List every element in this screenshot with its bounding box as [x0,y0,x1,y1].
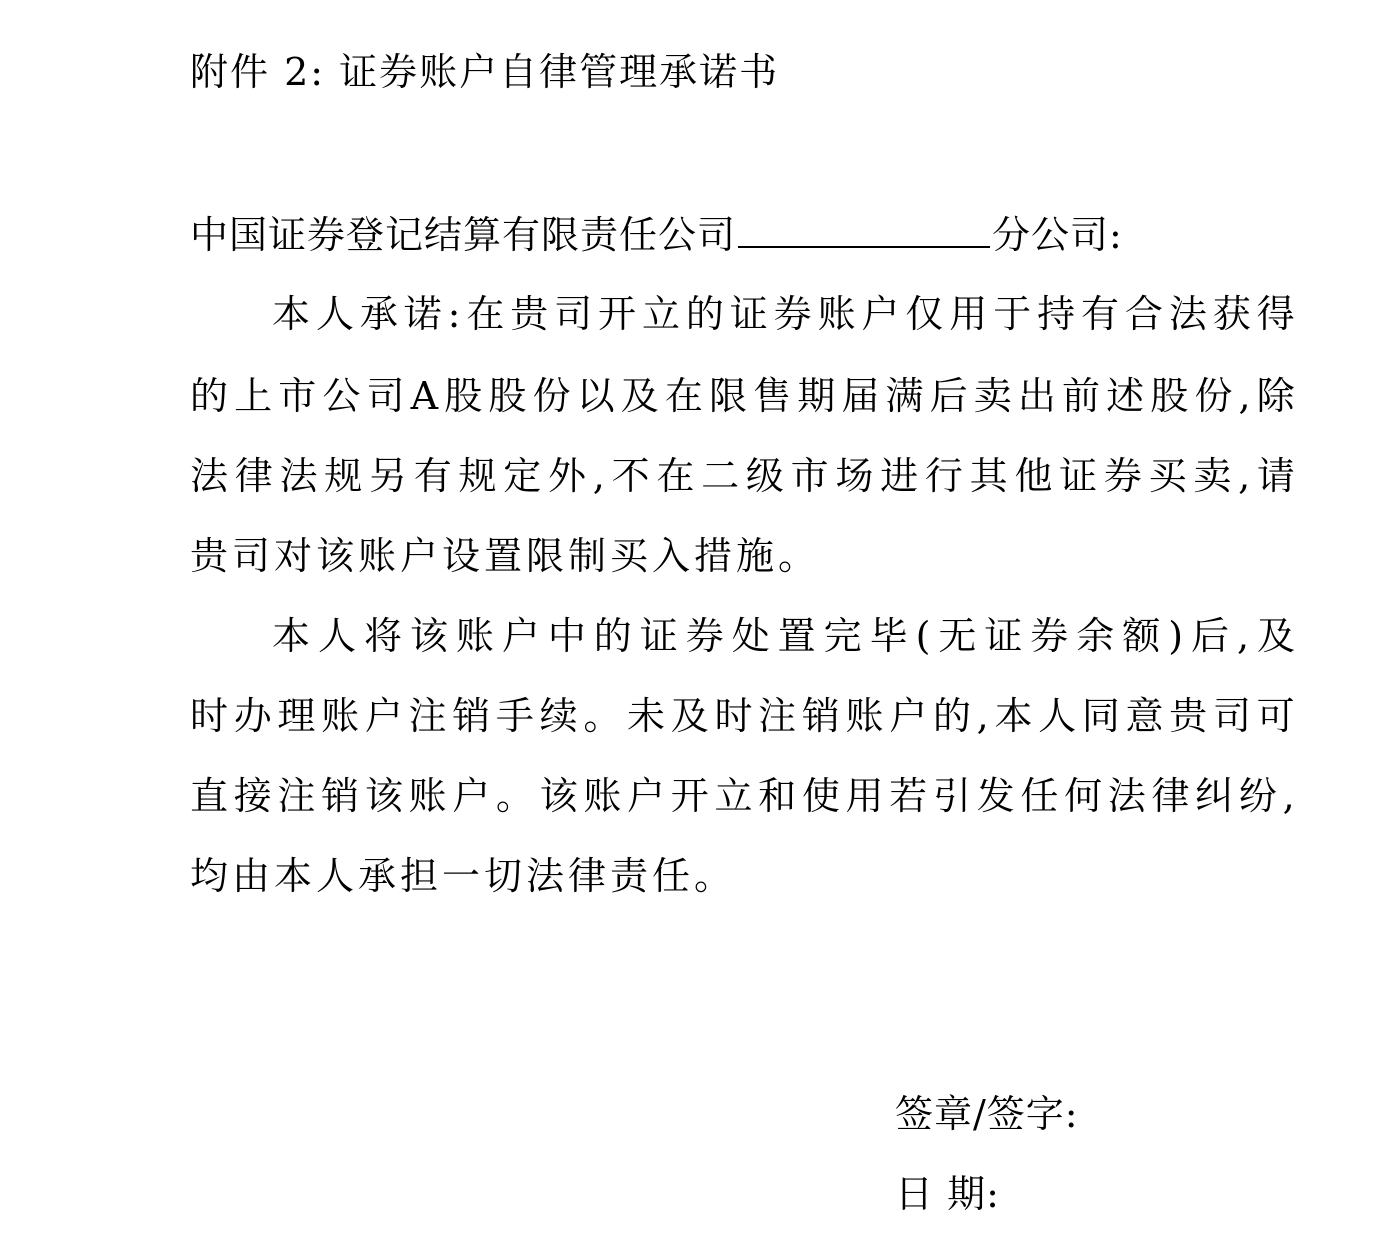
document-title: 附件 2: 证券账户自律管理承诺书 [190,50,780,94]
paragraph-1-line-1: 本 人 承 诺 : 在 贵 司 开 立 的 证 券 账 户 仅 用 于 持 有 合 法 获 得 [272,292,1295,336]
addressee-line [190,208,1123,259]
date-label: 日 期: [895,1172,1000,1216]
addressee-suffix: 分公司: [992,213,1123,257]
paragraph-2-line-3: 直 接 注 销 该 账 户 。 该 账 户 开 立 和 使 用 若 引 发 任 何 法 律 纠 纷 , [190,774,1295,818]
paragraph-2-line-1: 本 人 将 该 账 户 中 的 证 券 处 置 完 毕 ( 无 证 券 余 额 ) 后 , 及 [272,614,1295,658]
addressee-prefix: 中国证券登记结算有限责任公司 [190,213,737,257]
paragraph-2-line-2: 时 办 理 账 户 注 销 手 续 。 未 及 时 注 销 账 户 的 , 本 人 同 意 贵 司 可 [190,694,1295,738]
paragraph-1-line-2: 的 上 市 公 司 A 股 股 份 以 及 在 限 售 期 届 满 后 卖 出 前 述 股 份 , 除 [190,374,1295,418]
branch-name-blank [738,208,990,248]
paragraph-1-line-3: 法 律 法 规 另 有 规 定 外 , 不 在 二 级 市 场 进 行 其 他 证 券 买 卖 , 请 [190,454,1295,498]
paragraph-1-line-4: 贵司对该账户设置限制买入措施。 [190,534,821,578]
paragraph-2-line-4: 均由本人承担一切法律责任。 [190,854,737,898]
signature-label: 签章/签字: [895,1092,1079,1136]
